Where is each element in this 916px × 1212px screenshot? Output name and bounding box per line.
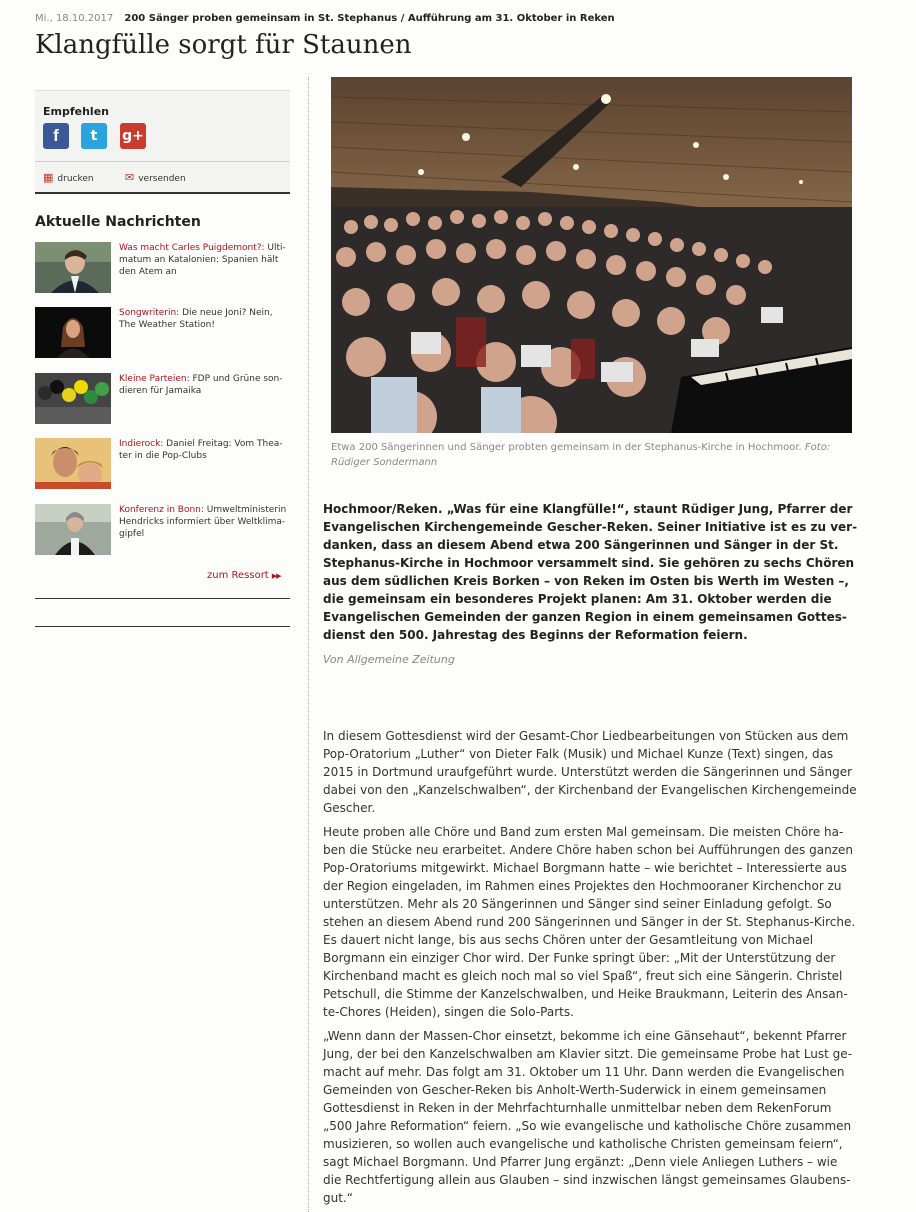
publish-date: Mi., 18.10.2017 — [35, 13, 114, 24]
news-topic[interactable]: Songwriterin: — [119, 308, 180, 318]
news-thumbnail[interactable] — [35, 438, 111, 489]
news-item-text[interactable] — [119, 307, 290, 331]
news-item[interactable] — [35, 307, 290, 359]
print-label: drucken — [57, 174, 94, 184]
kicker: 200 Sänger proben gemeinsam in St. Stephanus / Aufführung am 31. Oktober in Reken — [124, 13, 615, 24]
photo-caption — [331, 440, 851, 470]
news-item[interactable] — [35, 373, 290, 425]
print-button[interactable] — [43, 171, 94, 184]
news-thumbnail[interactable] — [35, 373, 111, 424]
news-teaser[interactable]: Daniel Freitag: Vom Theater in die Pop-Clubs — [119, 439, 283, 461]
news-topic[interactable]: Indierock: — [119, 439, 164, 449]
article-lead: Hochmoor/Reken. „Was für eine Klangfülle!“, staunt Rüdiger Jung, Pfarrer der Evangelischen Kirchengemeinde Gescher-Reken. Seiner Initiative ist es zu verdanken, dass an diesem Abend etwa 200 Sängerinnen und Sänger in der St. Stephanus-Kirche in Hochmoor versammelt sind. Sie gehören zu sechs Chören aus dem südlichen Kreis Borken – von Reken im Osten bis Werth im Westen –, die gemeinsam ein besonderes Projekt planen: Am 31. Oktober werden die Evangelischen Gemeinden der ganzen Region in einem gemeinsamen Gottesdienst den 500. Jahrestag des Beginns der Reformation feiern. — [323, 502, 858, 642]
news-thumbnail[interactable] — [35, 504, 111, 555]
news-item[interactable] — [35, 438, 290, 490]
news-section-title: Aktuelle Nachrichten — [35, 214, 201, 230]
twitter-icon[interactable]: t — [81, 123, 107, 149]
news-teaser[interactable]: Die neue Joni? Nein, The Weather Station! — [119, 308, 273, 330]
double-arrow-icon: ▶▶ — [271, 572, 281, 580]
share-divider — [35, 161, 290, 162]
column-divider — [308, 77, 309, 1212]
headline: Klangfülle sorgt für Staunen — [35, 30, 412, 60]
caption-text: Etwa 200 Sängerinnen und Sänger probten gemeinsam in der Stephanus-Kirche in Hochmoor. — [331, 442, 802, 453]
more-news-link[interactable] — [207, 570, 281, 581]
news-item-text[interactable] — [119, 242, 290, 278]
news-teaser[interactable]: FDP und Grüne sondieren für Jamaika — [119, 374, 283, 396]
article-paragraph: „Wenn dann der Massen-Chor einsetzt, bekomme ich eine Gänsehaut“, bekennt Pfarrer Jung, der bei den Kanzelschwalben am Klavier sitzt. Die gemeinsame Probe hat Lust gemacht auf mehr. Das folgt am 31. Oktober um 11 Uhr. Dann werden die Evangelischen Gemeinden von Gescher-Reken bis Anholt-Werth-Suderwick in einem gemeinsamen Gottesdienst in Reken in der Mehrfachturnhalle unmittelbar neben dem RekenForum „500 Jahre Reformation“ feiern. „So wie evangelische und katholische Chöre zusammen musizieren, so wollen auch evangelische und katholische Christen gemeinsam feiern“, sagt Michael Borgmann. Und Pfarrer Jung ergänzt: „Denn viele Anliegen Luthers – wie die Rechtfertigung allein aus Glauben – sind inzwischen längst gemeinsames Glaubensgut.“ — [323, 1029, 853, 1205]
news-item-text[interactable] — [119, 438, 290, 462]
more-news-label[interactable]: zum Ressort — [207, 570, 269, 581]
printer-icon: ▦ — [43, 171, 54, 184]
news-item-text[interactable] — [119, 504, 290, 540]
googleplus-icon[interactable]: g+ — [120, 123, 146, 149]
article-paragraph: Heute proben alle Chöre und Band zum ersten Mal gemeinsam. Die meisten Chöre haben die Stücke neu erarbeitet. Andere Chöre haben schon bei Aufführungen des ganzen Pop-Oratoriums mitgewirkt. Michael Borgmann hatte – wie berichtet – Interessierte aus der Region eingeladen, im Rahmen eines Projektes den Hochmooraner Kirchenchor zu unterstützen. Mehr als 20 Sängerinnen und Sänger sind seiner Einladung gefolgt. So stehen an diesem Abend rund 200 Sängerinnen und Sänger in der St. Stephanus-Kirche. Es dauert nicht lange, bis aus sechs Chören unter der Gesamtleitung von Michael Borgmann ein einziger Chor wird. Der Funke springt über: „Mit der Unterstützung der Kirchenband macht es gleich noch mal so viel Spaß“, freut sich eine Sängerin. Christel Petschull, die Stimme der Kanzelschwalben, und Heike Braukmann, Leiterin des Ansante-Chores (Heiden), singen die Solo-Parts. — [323, 825, 856, 1019]
news-item-text[interactable] — [119, 373, 290, 397]
send-label: versenden — [138, 174, 186, 184]
byline: Von Allgemeine Zeitung — [323, 653, 455, 666]
news-topic[interactable]: Konferenz in Bonn: — [119, 505, 204, 515]
article-paragraph: In diesem Gottesdienst wird der Gesamt-Chor Liedbearbeitungen von Stücken aus dem Pop-Oratorium „Luther“ von Dieter Falk (Musik) und Michael Kunze (Text) singen, das 2015 in Dortmund uraufgeführt wurde. Unterstützt werden die Sängerinnen und Sänger dabei von den „Kanzelschwalben“, der Kirchenband der Evangelischen Kirchengemeinde Gescher. — [323, 729, 857, 815]
divider — [35, 598, 290, 599]
news-item[interactable] — [35, 504, 290, 556]
news-thumbnail[interactable] — [35, 242, 111, 293]
send-button[interactable] — [125, 171, 186, 184]
divider — [35, 626, 290, 627]
facebook-icon[interactable]: f — [43, 123, 69, 149]
news-topic[interactable]: Was macht Carles Puigdemont?: — [119, 243, 265, 253]
news-thumbnail[interactable] — [35, 307, 111, 358]
news-teaser[interactable]: Umweltministerin Hendricks informiert über Weltklimagipfel — [119, 505, 287, 539]
envelope-icon: ✉ — [125, 171, 135, 184]
share-label: Empfehlen — [43, 105, 109, 118]
news-item[interactable] — [35, 242, 290, 294]
dateline — [35, 13, 615, 24]
news-teaser[interactable]: Ultimatum an Katalonien: Spanien hält den Atem an — [119, 243, 286, 277]
caption-credit: Foto: Rüdiger Sondermann — [331, 442, 831, 468]
article-photo[interactable] — [331, 77, 852, 433]
news-topic[interactable]: Kleine Parteien: — [119, 374, 190, 384]
share-box — [35, 90, 290, 194]
